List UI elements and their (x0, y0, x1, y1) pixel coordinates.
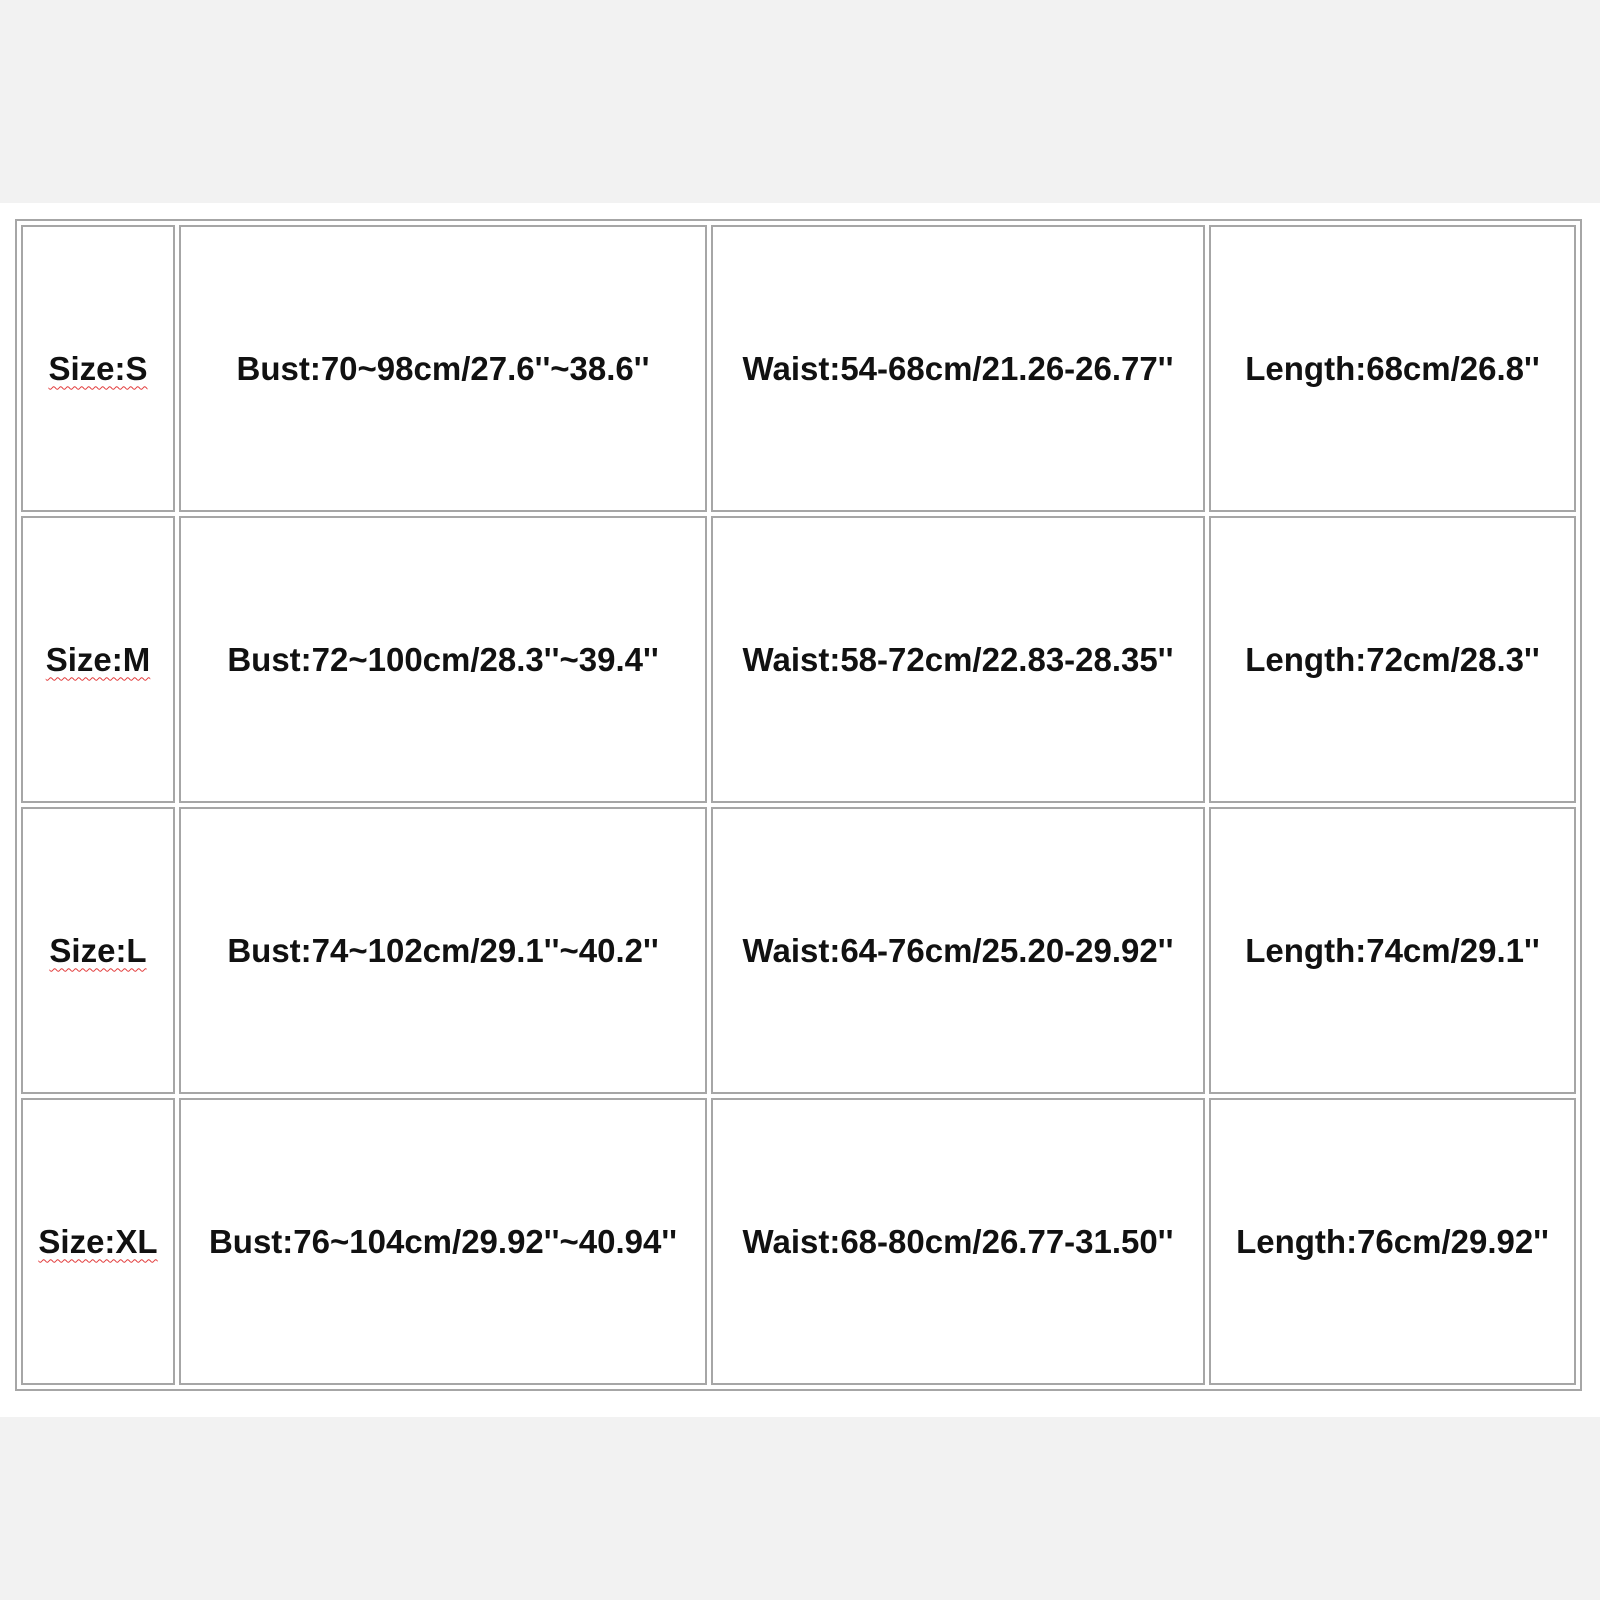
size-cell (21, 807, 175, 1094)
size-chart-table-frame (15, 219, 1582, 1391)
bust-cell: Bust:74~102cm/29.1''~40.2'' (179, 807, 707, 1094)
length-cell: Length:74cm/29.1'' (1209, 807, 1576, 1094)
size-label: Size:L (49, 931, 147, 969)
table-row (21, 225, 1576, 512)
waist-cell: Waist:68-80cm/26.77-31.50'' (711, 1098, 1205, 1385)
length-cell: Length:68cm/26.8'' (1209, 225, 1576, 512)
table-row (21, 1098, 1576, 1385)
length-cell: Length:76cm/29.92'' (1209, 1098, 1576, 1385)
bust-cell: Bust:76~104cm/29.92''~40.94'' (179, 1098, 707, 1385)
bust-cell: Bust:70~98cm/27.6''~38.6'' (179, 225, 707, 512)
size-label: Size:M (45, 640, 151, 678)
waist-cell: Waist:64-76cm/25.20-29.92'' (711, 807, 1205, 1094)
waist-cell: Waist:58-72cm/22.83-28.35'' (711, 516, 1205, 803)
size-cell (21, 1098, 175, 1385)
length-cell: Length:72cm/28.3'' (1209, 516, 1576, 803)
size-chart-table (17, 221, 1580, 1389)
waist-cell: Waist:54-68cm/21.26-26.77'' (711, 225, 1205, 512)
table-row (21, 516, 1576, 803)
table-row (21, 807, 1576, 1094)
size-cell (21, 516, 175, 803)
bust-cell: Bust:72~100cm/28.3''~39.4'' (179, 516, 707, 803)
size-label: Size:S (48, 349, 148, 387)
size-label: Size:XL (38, 1222, 158, 1260)
size-cell (21, 225, 175, 512)
document-sheet (0, 203, 1600, 1417)
